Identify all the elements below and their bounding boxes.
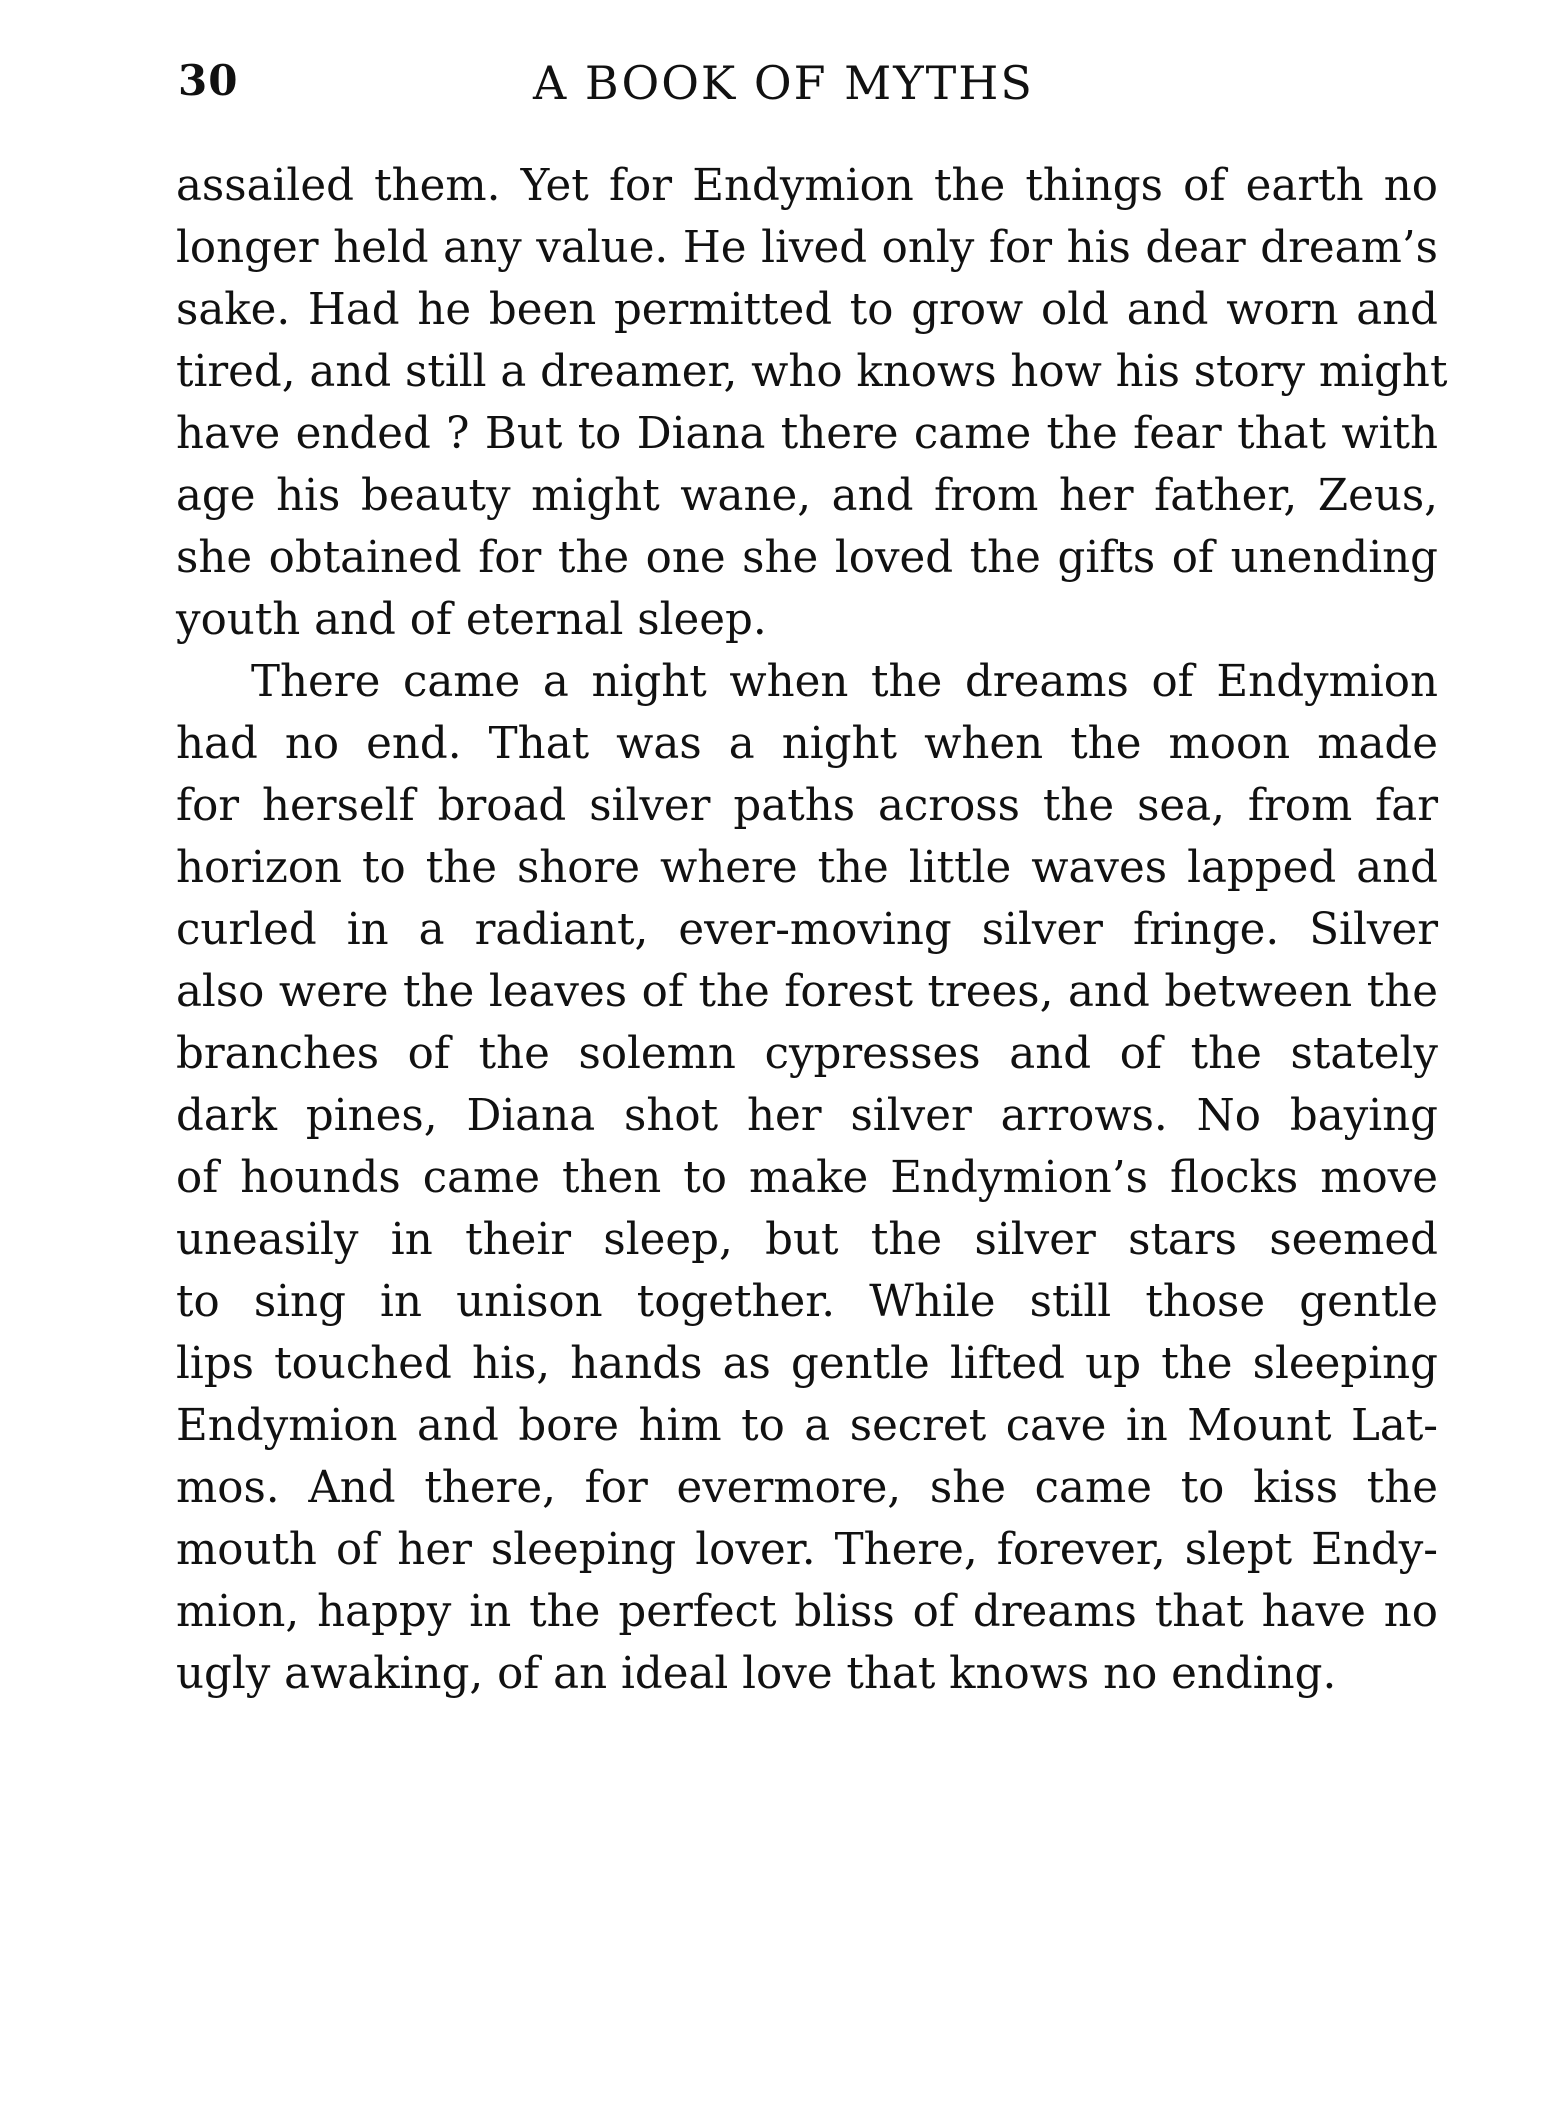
text-line: also were the leaves of the forest trees, and between the [176, 967, 1438, 1017]
text-line: for herself broad silver paths across the sea, from far [176, 781, 1438, 831]
text-line: mion, happy in the perfect bliss of dreams that have no [176, 1587, 1438, 1637]
page-header [178, 56, 1438, 126]
text-line: longer held any value. He lived only for his dear dream’s [176, 223, 1438, 273]
text-line: to sing in unison together. While still those gentle [176, 1277, 1438, 1327]
text-line: horizon to the shore where the little waves lapped and [176, 843, 1438, 893]
text-line: of hounds came then to make Endymion’s flocks move [176, 1153, 1438, 1203]
text-line: she obtained for the one she loved the gifts of unending [176, 533, 1438, 583]
text-line: Endymion and bore him to a secret cave in Mount Lat- [176, 1401, 1438, 1451]
text-line: assailed them. Yet for Endymion the things of earth no [176, 161, 1438, 211]
text-line: mos. And there, for evermore, she came to kiss the [176, 1463, 1438, 1513]
text-line: curled in a radiant, ever-moving silver fringe. Silver [176, 905, 1438, 955]
body-text [176, 155, 1448, 1705]
running-title: A BOOK OF MYTHS [533, 56, 1034, 110]
text-line: mouth of her sleeping lover. There, forever, slept Endy- [176, 1525, 1438, 1575]
text-line: ugly awaking, of an ideal love that knows no ending. [176, 1649, 1337, 1699]
paragraph [176, 155, 1448, 651]
text-line: sake. Had he been permitted to grow old and worn and [176, 285, 1438, 335]
paragraph [176, 651, 1438, 1705]
text-line: youth and of eternal sleep. [176, 595, 767, 645]
text-line: uneasily in their sleep, but the silver stars seemed [176, 1215, 1438, 1265]
text-line: had no end. That was a night when the moon made [176, 719, 1438, 769]
text-line: tired, and still a dreamer, who knows how his story might [176, 347, 1448, 397]
text-line: age his beauty might wane, and from her father, Zeus, [176, 471, 1438, 521]
text-line: have ended ? But to Diana there came the fear that with [176, 409, 1438, 459]
text-line: dark pines, Diana shot her silver arrows. No baying [176, 1091, 1438, 1141]
text-line: There came a night when the dreams of Endymion [251, 657, 1438, 707]
text-line: branches of the solemn cypresses and of the stately [176, 1029, 1438, 1079]
text-line: lips touched his, hands as gentle lifted up the sleeping [176, 1339, 1438, 1389]
page-number: 30 [178, 56, 239, 105]
